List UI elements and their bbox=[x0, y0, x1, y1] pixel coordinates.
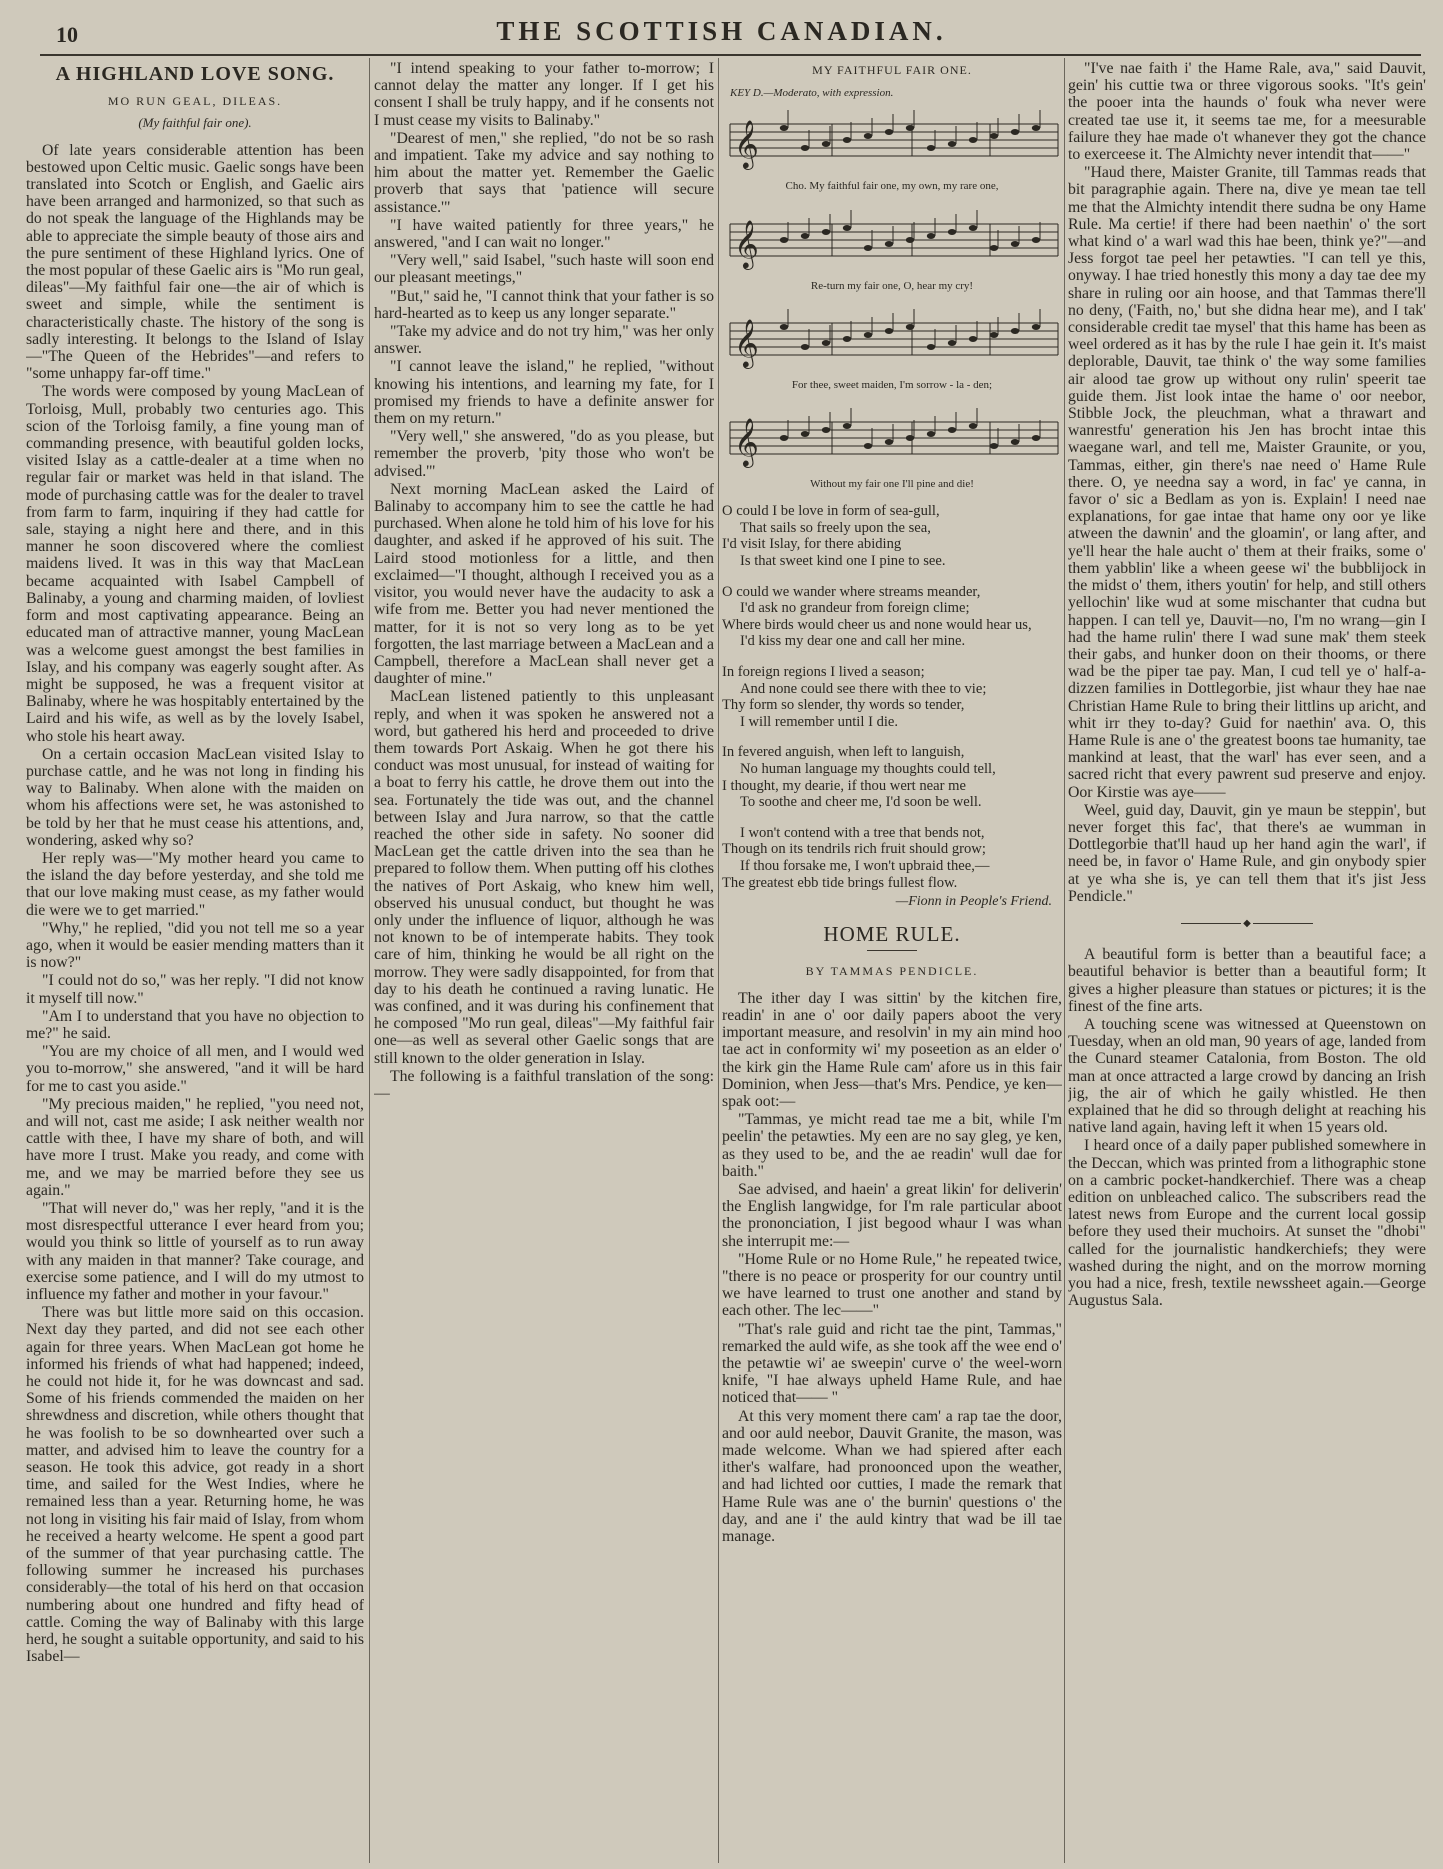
music-staff bbox=[722, 404, 1062, 474]
love-song-paragraph: "I could not do so," was her reply. "I did not know it myself till now." bbox=[26, 972, 364, 1007]
poem-line: I will remember until I die. bbox=[740, 713, 899, 730]
love-song-paragraph: On a certain occasion MacLean visited Islay to purchase cattle, and he was not long in finding his way to Balinaby. When alone with the maiden on whom his affections were set, he was astonished to be told by her that he must cease his attentions, and, wondering, asked why so? bbox=[26, 745, 364, 849]
poem-line: Though on its tendrils rich fruit should grow; bbox=[722, 841, 986, 858]
love-song-paragraph: "Dearest of men," she replied, "do not be so rash and impatient. Take my advice and say nothing to him about the matter yet. Remember the Gaelic proverb that says that 'patience will secure assistance.'" bbox=[374, 129, 714, 216]
home-rule-paragraph: "That's rale guid and richt tae the pint, Tammas," remarked the auld wife, as she took aff the wee end o' the petawtie wi' ae sweepin' curve o' the weel-worn knife, "I hae always upheld Hame Rule, and hae noticed that—— " bbox=[722, 1320, 1062, 1407]
home-rule-paragraph: "Home Rule or no Home Rule," he repeated twice, "there is no peace or prosperity for our country until we have learned to trust one another and stand by each other. The lec——" bbox=[722, 1250, 1062, 1320]
poem-stanza bbox=[722, 744, 1062, 810]
home-rule-byline: BY TAMMAS PENDICLE. bbox=[805, 963, 979, 978]
poem-stanza bbox=[722, 503, 1062, 569]
poem-line: If thou forsake me, I won't upbraid thee,— bbox=[740, 857, 990, 874]
poem-line: I'd kiss my dear one and call her mine. bbox=[740, 633, 966, 650]
header-rule bbox=[40, 54, 1421, 56]
staff-lines-icon bbox=[730, 124, 1058, 156]
love-song-paragraph: "Am I to understand that you have no objection to me?" he said. bbox=[26, 1007, 364, 1042]
music-notes-icon bbox=[780, 408, 1040, 449]
love-song-paragraph: "Why," he replied, "did you not tell me so a year ago, when it would be easier mending matters than it is now?" bbox=[26, 919, 364, 972]
home-rule-paragraph: Sae advised, and haein' a great likin' for deliverin' the English langwidge, for I'm rale particular aboot the prononciation, I jist begood whaur I was whan she interrupit me:— bbox=[722, 1180, 1062, 1250]
poem-stanza bbox=[722, 584, 1062, 650]
miscellany-paragraph: A touching scene was witnessed at Queenstown on Tuesday, when an old man, 90 years of age, landed from the Cunard steamer Catalonia, from Boston. The old man at once attracted a large crowd by dancing an Irish jig, the air of which he gaily whistled. He then explained that he did so through delight at reaching his native land again, having left it when 15 years old. bbox=[1068, 1015, 1426, 1137]
love-song-paragraph: "I cannot leave the island," he replied, "without knowing his intentions, and learning my fate, for I promised my friends to have a definite answer for them on my return." bbox=[374, 358, 714, 428]
love-song-paragraph: "Very well," she answered, "do as you please, but remember the proverb, 'pity those who won't be advised.'" bbox=[374, 428, 714, 480]
poem-line: To soothe and cheer me, I'd soon be well. bbox=[740, 794, 982, 811]
love-song-paragraph: "My precious maiden," he replied, "you need not, and will not, cast me aside; I ask neither wealth nor cattle with thee, I have my share of both, and will have more I trust. Make you ready, and come with me, and we may be married before they see us again." bbox=[26, 1095, 364, 1199]
home-rule-paragraph: Weel, guid day, Dauvit, gin ye maun be steppin', but never forget this fac', that there's ae wumman in Dottlegorbie that'll haud up her hand agin the warl', if need be, in favor o' Hame Rule, and gin onybody spier at ye wha she is, ye can tell them that it's jist Jess Pendicle." bbox=[1068, 801, 1426, 905]
music-title: MY FAITHFUL FAIR ONE. bbox=[812, 63, 972, 77]
masthead: THE SCOTTISH CANADIAN. bbox=[496, 16, 947, 46]
home-rule-paragraph: "Haud there, Maister Granite, till Tammas reads that bit paragraphie again. There na, dive ye mean tae tell me that the Almichty intendit there sudna be ony Hame Rule. Ma certie! if there had been naethin' o' the sort what kind o' a warl wad this hae been, think ye?"—and Jess forgot tae peel her petawties. "I can tell ye this, onyway. I hae tried honestly this mony a day tae dee my share in ruling oor ain hoose, and that Tammas there'll no deny, ('Faith, no,' but she didna hear me), and I tak' considerable credit tae mysel' that this hame has been as weel ordered as it has by the rule I hae gein it. It's maist deplorable, Dauvit, tae think o' the way some families air alood tae grow up without ony rulin' speerit tae guide them. Jist look intae the hame o' oor neebor, Stibble Jock, the pleuchman, what a thrawart and wanrestfu' generation his Jen has brocht intae this waegane warl, and tell me, Maister Graunite, or you, Tammas, either, gin there's nae need o' Hame Rule there. O, ye needna say a word, in fac' ye canna, in favor o' sic a Bedlam as yon is. Explain! I need nae explanations, for gae intae that hame ony oor ye like atween the dawnin' and the gloamin', or lang after, and ye'll hear the hale aucht o' them at their fraiks, some o' them yabblin' like a wheen geese wi' the bubblijock in the midst o' them, ithers youtin' for help, and still others yellochin' like wud at some mischanter that cudna but happen. I can tell ye, Dauvit—no, I'm no wrang—gin I had the hame rulin' there I wad sune mak' them steek their gabs, and hunker doon on their thooms, or there wad be the piper tae pay. Man, I cud tell ye o' half-a-dizzen families in Dottlegorbie, jist whaur they hae nae Christian Hame Rule to bring their littlins up aricht, and whit irr they to-day? Guid for naethin' ava. O, this Hame Rule is ane o' the greatest boons tae humanity, tae mankind at least, that the warl' has ever seen, and a sacred richt that every pawrent sud preserve and enjoy. Oor Kirstie was aye—— bbox=[1068, 164, 1426, 801]
music-lyric-line: For thee, sweet maiden, I'm sorrow - la - den; bbox=[791, 378, 993, 391]
music-notes-icon bbox=[780, 210, 1040, 251]
love-song-paragraph: Of late years considerable attention has been bestowed upon Celtic music. Gaelic songs have been translated into Scotch or English, and Gaelic airs have been arranged and harmonized, so that such as do not speak the language of the Highlands may be able to appreciate the simple beauty of those airs and the pure sentiment of these Highland lyrics. One of the most popular of these Gaelic airs is "Mo run geal, dileas"—My faithful fair one—the air of which is sweet and simple, while the sentiment is characteristically chaste. The history of the song is sadly interesting. It belongs to the Island of Islay—"The Queen of the Hebrides"—and refers to "some unhappy far-off time." bbox=[26, 141, 364, 383]
treble-clef-icon: 𝄞 bbox=[734, 320, 759, 367]
column-divider bbox=[1064, 58, 1065, 1863]
poem-line: Is that sweet kind one I pine to see. bbox=[740, 553, 946, 569]
love-song-subtitle: MO RUN GEAL, DILEAS. bbox=[107, 94, 283, 109]
poem-line: In foreign regions I lived a season; bbox=[722, 663, 925, 680]
love-song-paragraph: "I intend speaking to your father to-morrow; I cannot delay the matter any longer. If I get his consent I shall be truly happy, and if he consents not I must cease my visits to Balinaby." bbox=[374, 60, 714, 129]
love-song-paragraph: "You are my choice of all men, and I would wed you to-morrow," she answered, "and it will be hard for me to cast you aside." bbox=[26, 1043, 364, 1095]
staff-lines-icon bbox=[730, 422, 1058, 454]
poem-stanza bbox=[722, 664, 1062, 730]
music-key: KEY D.—Moderato, with expression. bbox=[730, 87, 894, 100]
love-song-paragraph: There was but little more said on this occasion. Next day they parted, and did not see each other again for three years. When MacLean got home he informed his friends of what had happened; indeed, he could not hide it, for he was downcast and sad. Some of his friends commended the maiden on her shrewdness and discretion, while others thought that he was foolish to be so downhearted over such a matter, and advised him to leave the country for a season. He took this advice, got ready in a short time, and sailed for the West Indies, where he remained less than a year. Returning home, he was not long in visiting his fair maid of Islay, from whom he received a hearty welcome. He spent a good part of the summer of that year purchasing cattle. The following summer he increased his purchases considerably—the total of his herd on that occasion numbering about one hundred and fifty head of cattle. Coming the way of Balinaby with this large herd, he sought a suitable opportunity, and said to his Isabel— bbox=[26, 1304, 364, 1666]
poem-line: I thought, my dearie, if thou wert near me bbox=[722, 777, 966, 794]
poem-line: O could I be love in form of sea-gull, bbox=[722, 503, 940, 520]
column-divider bbox=[369, 58, 370, 1863]
staff-lines-icon bbox=[730, 224, 1058, 256]
love-song-paragraph: "Take my advice and do not try him," was her only answer. bbox=[374, 323, 714, 358]
column-divider bbox=[718, 58, 719, 1863]
poem-line: I won't contend with a tree that bends not, bbox=[740, 824, 985, 841]
poem-line: In fevered anguish, when left to languish, bbox=[722, 744, 965, 761]
poem-line: That sails so freely upon the sea, bbox=[740, 519, 931, 536]
column-3 bbox=[722, 60, 1062, 1861]
home-rule-title: HOME RULE. bbox=[823, 922, 961, 947]
love-song-subtitle-translation: (My faithful fair one). bbox=[138, 115, 252, 131]
love-song-paragraph: "That will never do," was her reply, "and it is the most disrespectful utterance I ever heard from you; would you think so little of yourself as to run away with any maiden in that manner? Take courage, and exercise some patience, and I will do my utmost to influence my father and mother in your favour." bbox=[26, 1200, 364, 1304]
section-separator: ◆ bbox=[1068, 915, 1426, 932]
music-staff bbox=[722, 206, 1062, 276]
love-song-paragraph: "I have waited patiently for three years," he answered, "and I can wait no longer." bbox=[374, 216, 714, 252]
treble-clef-icon: 𝄞 bbox=[734, 122, 759, 169]
column-2 bbox=[374, 60, 714, 1861]
miscellany-paragraph: A beautiful form is better than a beautiful face; a beautiful behavior is better than a beautiful form; It gives a higher pleasure than statues or pictures; it is the finest of the fine arts. bbox=[1068, 946, 1426, 1015]
poem-line: The greatest ebb tide brings fullest flow. bbox=[722, 874, 958, 891]
music-notes-icon bbox=[780, 309, 1040, 350]
music-lyric-line: Re-turn my fair one, O, hear my cry! bbox=[810, 279, 974, 292]
home-rule-paragraph: At this very moment there cam' a rap tae the door, and oor auld neebor, Dauvit Granite, the mason, was made welcome. Whan we had spiered after each ither's walfare, had pronoonced upon the weather, and had lichted oor cutties, I made the remark that Hame Rule was ane o' the burnin' questions o' the day, and ane i' the auld kintry that wad be ill tae manage. bbox=[722, 1407, 1062, 1545]
music-staff bbox=[722, 305, 1062, 375]
column-4 bbox=[1068, 60, 1426, 1861]
miscellany-paragraph: I heard once of a daily paper published somewhere in the Deccan, which was printed from a lithographic stone on a cambric pocket-handkerchief. There was a cheap edition on unbleached calico. The subscribers read the latest news from Europe and the current local gossip before they used their muchoirs. At sunset the "dhobi" called for the journalistic handkerchiefs; they were washed during the night, and on the morrow morning you had a nice, fresh, textile newssheet again.—George Augustus Sala. bbox=[1068, 1137, 1426, 1310]
music-lyric-line: Cho. My faithful fair one, my own, my rare one, bbox=[785, 180, 999, 193]
page-number: 10 bbox=[56, 22, 78, 47]
poem-line: And none could see there with thee to vie; bbox=[740, 680, 987, 697]
music-staff bbox=[722, 106, 1062, 176]
love-song-paragraph: Her reply was—"My mother heard you came to the island the day before yesterday, and she told me that our love making must cease, as my father would die were we to get married." bbox=[26, 849, 364, 919]
staff-lines-icon bbox=[730, 323, 1058, 355]
poem-line: I'd visit Islay, for there abiding bbox=[722, 536, 902, 553]
love-song-paragraph: Next morning MacLean asked the Laird of Balinaby to accompany him to see the cattle he had purchased. When alone he told him of his love for his daughter, and asked if he approved of his suit. The Laird stood motionless for a little, and then exclaimed—"I thought, although I received you as a visitor, you would never have the audacity to ask a wife from me. Better you had never mentioned the matter, for it is not so very long as to be yet forgotten, the last marriage between a MacLean and a Campbell, therefore a MacLean shall never get a daughter of mine." bbox=[374, 480, 714, 688]
column-1 bbox=[26, 60, 364, 1861]
home-rule-paragraph: "I've nae faith i' the Hame Rale, ava," said Dauvit, gein' his cuttie twa or three vigorous sooks. "It's gein' the pooer inta the haunds o' fouk wha never were created tae use it, it seems tae me, for a meesurable failure they hae made o't whanever they got the chance to exerceese it. The Almichty never intendit that——" bbox=[1068, 60, 1426, 164]
love-song-title: A HIGHLAND LOVE SONG. bbox=[55, 63, 335, 85]
poem-credit: —Fionn in People's Friend. bbox=[895, 894, 1052, 910]
title-rule bbox=[867, 950, 917, 951]
poem-line: Where birds would cheer us and none would hear us, bbox=[722, 616, 1032, 633]
poem-line: O could we wander where streams meander, bbox=[722, 583, 981, 600]
poem-line: Thy form so slender, thy words so tender, bbox=[722, 697, 965, 714]
love-song-paragraph: The words were composed by young MacLean of Torloisg, Mull, probably two centuries ago. This scion of the Torloisg family, a fine young man of commanding presence, with beautiful golden locks, visited Islay as a cattle-dealer at a time when no regular fair or market was held in that island. The mode of purchasing cattle was for the dealer to travel from farm to farm, inquiring if they had cattle for sale, staying a night here and there, and in this manner he soon discovered where the comliest maidens lived. It was in this way that MacLean became acquainted with Isabel Campbell of Balinaby, a young and charming maiden, of lovliest form and most captivating appearance. Being an educated man of attractive manner, young MacLean was a welcome guest amongst the best families in Islay, and his company was eagerly sought after. As might be supposed, he was a frequent visitor at Balinaby, where he was hospitably entertained by the Laird and his wife, as well as by the lovely Isabel, who stole his heart away. bbox=[26, 383, 364, 745]
love-song-paragraph: The following is a faithful translation of the song:— bbox=[374, 1067, 714, 1102]
treble-clef-icon: 𝄞 bbox=[734, 420, 759, 467]
poem-line: I'd ask no grandeur from foreign clime; bbox=[740, 600, 970, 617]
love-song-paragraph: MacLean listened patiently to this unpleasant reply, and when it was spoken he answered not a word, but gathered his herd and proceeded to drive them towards Port Askaig. When he got there his conduct was most unusual, for instead of waiting for a boat to ferry his cattle, he drove them out into the sea. Fortunately the tide was out, and the channel between Islay and Jura narrow, so that the cattle reached the other side in safety. No sooner did MacLean get the cattle driven into the sea than he prepared to follow them. When putting off his clothes the natives of Port Askaig, who knew him well, observed his unusual conduct, but thought he was only under the influence of liquor, although he was not known to be of intemperate habits. They took care of him, thinking he would be all right on the morrow. They were sadly disappointed, for from that day to his death he continued a raving lunatic. He was confined, and it was during his confinement that he composed "Mo run geal, dileas"—My faithful fair one—as well as several other Gaelic songs that are still known to the older generation in Islay. bbox=[374, 688, 714, 1067]
home-rule-paragraph: "Tammas, ye micht read tae me a bit, while I'm peelin' the petawties. My een are no say gleg, ye ken, as they used to be, and the ae readin' wull dae for baith." bbox=[722, 1111, 1062, 1180]
home-rule-paragraph: The ither day I was sittin' by the kitchen fire, readin' in ane o' oor daily papers aboot the very important measure, and resolvin' in my ain mind hoo tae act in conformity wi' my poseetion as an elder o' the kirk gin the Hame Rule cam' afore us in this fair Dominion, when Jess—that's Mrs. Pendice, ye ken—spak oot:— bbox=[722, 989, 1062, 1110]
music-lyric-line: Without my fair one I'll pine and die! bbox=[810, 478, 974, 491]
love-song-paragraph: "But," said he, "I cannot think that your father is so hard-hearted as to keep us any longer separate." bbox=[374, 287, 714, 322]
love-song-paragraph: "Very well," said Isabel, "such haste will soon end our pleasant meetings," bbox=[374, 252, 714, 287]
music-notes-icon bbox=[780, 110, 1040, 151]
poem-stanza bbox=[722, 825, 1062, 891]
treble-clef-icon: 𝄞 bbox=[734, 221, 759, 268]
poem-line: No human language my thoughts could tell, bbox=[740, 760, 996, 777]
